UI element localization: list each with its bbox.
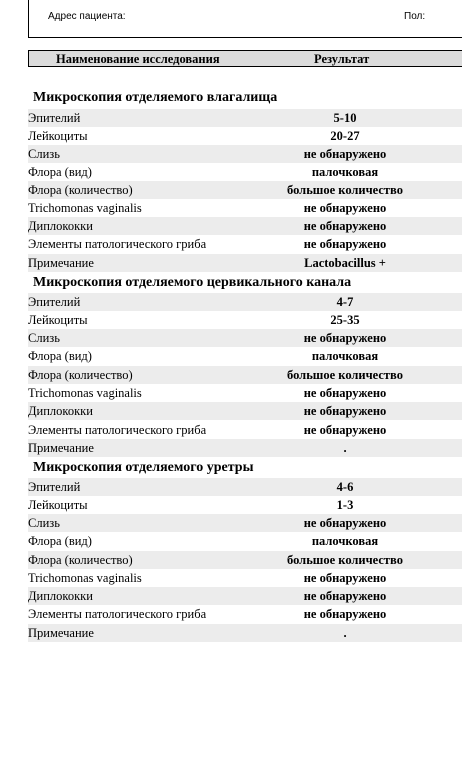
section-title: Микроскопия отделяемого влагалища [33,90,278,105]
row-name: Элементы патологического гриба [28,607,207,621]
row-name: Слизь [28,147,60,161]
row-name: Диплококки [28,404,93,418]
result-column-header: Результат [314,52,370,66]
table-row [28,293,462,311]
row-value: не обнаружено [303,147,387,161]
row-value: . [343,626,347,640]
row-value: палочковая [311,165,379,179]
row-value: 4-6 [336,480,354,494]
row-name: Слизь [28,331,60,345]
table-row [28,384,462,402]
row-value: не обнаружено [303,201,387,215]
row-name: Элементы патологического гриба [28,423,207,437]
row-name: Примечание [28,441,94,455]
row-name: Примечание [28,256,94,270]
row-name: Trichomonas vaginalis [28,386,142,400]
row-name: Элементы патологического гриба [28,237,207,251]
table-row [28,254,462,272]
row-value: большое количество [287,368,403,382]
table-row [28,181,462,199]
row-name: Trichomonas vaginalis [28,571,142,585]
row-name: Флора (вид) [28,349,92,363]
row-value: 20-27 [330,129,360,143]
row-value: не обнаружено [303,423,387,437]
row-name: Эпителий [28,480,81,494]
row-value: не обнаружено [303,386,387,400]
row-name: Лейкоциты [28,129,88,143]
row-value: палочковая [311,349,379,363]
table-row [28,145,462,163]
row-value: большое количество [287,183,403,197]
row-name: Слизь [28,516,60,530]
row-value: не обнаружено [303,516,387,530]
table-row [28,478,462,496]
row-value: не обнаружено [303,607,387,621]
table-row [28,109,462,127]
row-name: Эпителий [28,295,81,309]
row-value: не обнаружено [303,404,387,418]
row-value: не обнаружено [303,571,387,585]
row-value: не обнаружено [303,219,387,233]
patient-address-label: Адрес пациента: [48,11,126,22]
patient-sex-label: Пол: [404,11,426,22]
table-row [28,329,462,347]
section-title: Микроскопия отделяемого уретры [33,460,254,475]
row-name: Флора (количество) [28,553,133,567]
row-name: Флора (вид) [28,165,92,179]
table-row [28,366,462,384]
row-value: 25-35 [330,313,360,327]
table-row [28,532,462,550]
row-name: Флора (количество) [28,368,133,382]
row-value: не обнаружено [303,237,387,251]
row-name: Trichomonas vaginalis [28,201,142,215]
row-value: . [343,441,347,455]
row-name: Диплококки [28,219,93,233]
row-value: 4-7 [336,295,354,309]
table-row [28,624,462,642]
row-name: Лейкоциты [28,498,88,512]
row-value: палочковая [311,534,379,548]
table-row [28,235,462,253]
table-row [28,347,462,365]
table-row [28,514,462,532]
table-row [28,551,462,569]
section-title: Микроскопия отделяемого цервикального канала [33,275,352,290]
row-value: 1-3 [336,498,354,512]
table-row [28,569,462,587]
row-value: Lactobacillus + [304,256,386,270]
table-row [28,605,462,623]
table-row [28,217,462,235]
table-row [28,496,462,514]
table-row [28,421,462,439]
table-header [28,50,462,67]
row-value: не обнаружено [303,589,387,603]
row-value: большое количество [287,553,403,567]
row-name: Эпителий [28,111,81,125]
table-row [28,311,462,329]
table-row [28,199,462,217]
name-column-header: Наименование исследования [56,52,220,66]
row-name: Примечание [28,626,94,640]
row-value: 5-10 [333,111,357,125]
table-row [28,439,462,457]
table-row [28,127,462,145]
table-row [28,587,462,605]
row-name: Диплококки [28,589,93,603]
row-name: Флора (количество) [28,183,133,197]
table-row [28,163,462,181]
row-name: Лейкоциты [28,313,88,327]
row-name: Флора (вид) [28,534,92,548]
row-value: не обнаружено [303,331,387,345]
table-row [28,402,462,420]
